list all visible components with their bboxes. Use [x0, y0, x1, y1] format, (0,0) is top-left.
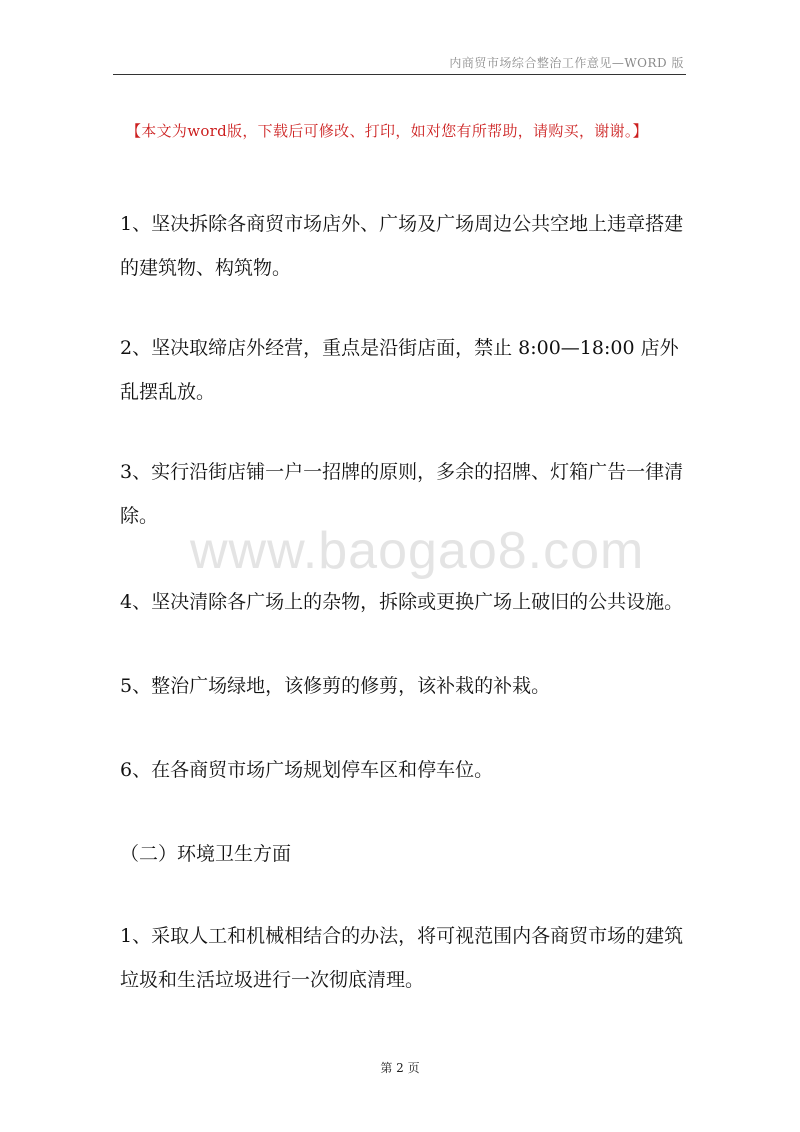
page-number: 第 2 页 — [380, 1061, 420, 1075]
paragraph-item-1: 1、坚决拆除各商贸市场店外、广场及广场周边公共空地上违章搭建的建筑物、构筑物。 — [120, 213, 684, 279]
paragraph-item-5: 5、整治广场绿地，该修剪的修剪，该补栽的补栽。 — [120, 675, 551, 697]
paragraph-item-6: 6、在各商贸市场广场规划停车区和停车位。 — [120, 759, 494, 781]
header-divider — [113, 74, 686, 75]
purchase-notice: 【本文为word版，下载后可修改、打印，如对您有所帮助，请购买，谢谢。】 — [126, 122, 648, 140]
paragraph-item-4: 4、坚决清除各广场上的杂物，拆除或更换广场上破旧的公共设施。 — [120, 591, 684, 613]
paragraph-item-2: 2、坚决取缔店外经营，重点是沿街店面，禁止 8:00—18:00 店外乱摆乱放。 — [120, 337, 679, 403]
section-heading: （二）环境卫生方面 — [120, 843, 292, 865]
paragraph-item-3: 3、实行沿街店铺一户一招牌的原则，多余的招牌、灯箱广告一律清除。 — [120, 461, 684, 527]
paragraph-section2-item-1: 1、采取人工和机械相结合的办法，将可视范围内各商贸市场的建筑垃圾和生活垃圾进行一次彻底清理。 — [120, 925, 684, 991]
page-header-title: 内商贸市场综合整治工作意见—WORD 版 — [449, 56, 684, 70]
watermark-text: www.baogao8.com — [190, 522, 645, 580]
